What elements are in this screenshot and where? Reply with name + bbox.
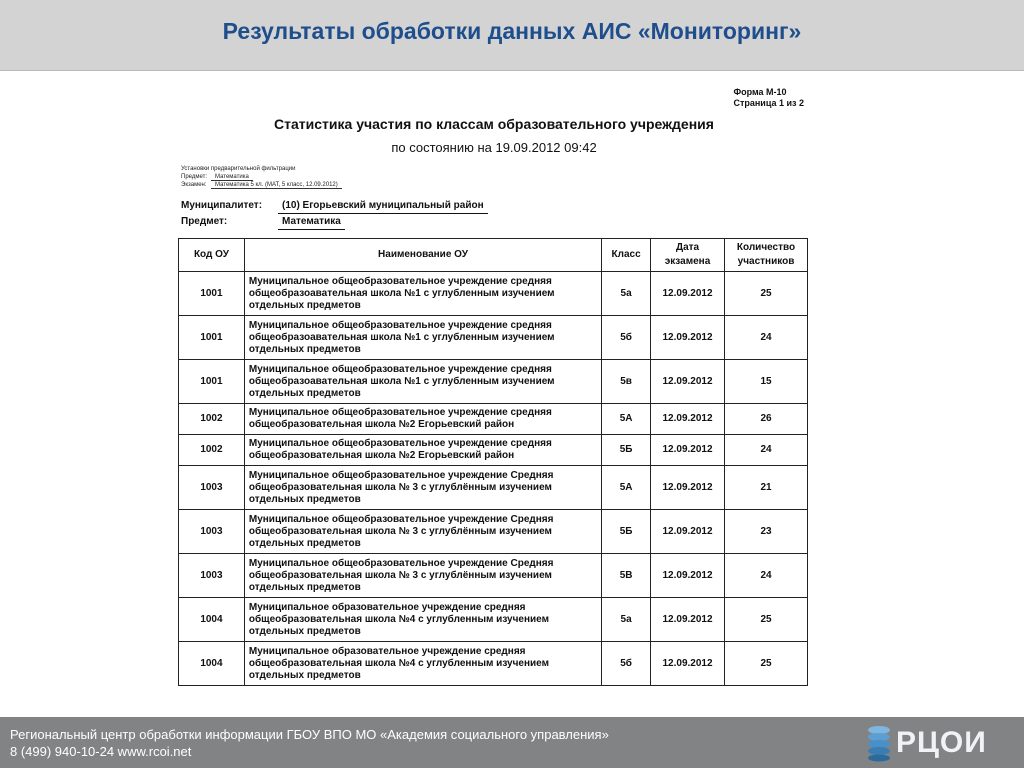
cell-count: 26 — [725, 404, 808, 435]
cell-count: 24 — [725, 554, 808, 598]
rcoi-logo — [866, 722, 1016, 762]
report-title: Статистика участия по классам образовательного учреждения — [274, 116, 714, 132]
subject-row — [181, 214, 488, 230]
filter-subject-row — [181, 173, 342, 181]
cell-count: 23 — [725, 510, 808, 554]
cell-class: 5а — [602, 272, 651, 316]
header-name: Наименование ОУ — [244, 239, 601, 272]
cell-name: Муниципальное общеобразовательное учреждение средняя общеобразоавательная школа №1 с углубленным изучением отдельных предметов — [244, 360, 601, 404]
cell-name: Муниципальное общеобразовательное учреждение средняя общеобразоавательная школа №1 с углубленным изучением отдельных предметов — [244, 316, 601, 360]
cell-class: 5Б — [602, 435, 651, 466]
filter-subject-label: Предмет: — [181, 174, 208, 180]
cell-date: 12.09.2012 — [651, 272, 725, 316]
cell-code: 1003 — [179, 510, 245, 554]
header-date: Дата экзамена — [651, 239, 725, 272]
slide-header — [0, 0, 1024, 71]
slide-title: Результаты обработки данных АИС «Мониторинг» — [222, 18, 802, 44]
cell-date: 12.09.2012 — [651, 554, 725, 598]
header-class: Класс — [602, 239, 651, 272]
table-row — [179, 510, 808, 554]
cell-code: 1001 — [179, 316, 245, 360]
subject-label: Предмет: — [181, 216, 228, 227]
cell-count: 25 — [725, 642, 808, 686]
municipality-block — [181, 198, 488, 230]
cell-code: 1002 — [179, 435, 245, 466]
footer-text — [10, 726, 609, 760]
cell-code: 1003 — [179, 554, 245, 598]
cell-code: 1001 — [179, 272, 245, 316]
cell-class: 5А — [602, 404, 651, 435]
cell-count: 24 — [725, 435, 808, 466]
cell-code: 1001 — [179, 360, 245, 404]
cell-code: 1004 — [179, 642, 245, 686]
filter-heading: Установки предварительной фильтрации — [181, 166, 296, 172]
cell-name: Муниципальное образовательное учреждение средняя общеобразовательная школа №4 с углубленным изучением отдельных предметов — [244, 598, 601, 642]
cell-date: 12.09.2012 — [651, 360, 725, 404]
scanned-report — [178, 84, 810, 692]
page-label: Страница 1 из 2 — [733, 98, 804, 108]
cell-date: 12.09.2012 — [651, 404, 725, 435]
cell-count: 15 — [725, 360, 808, 404]
cell-code: 1004 — [179, 598, 245, 642]
logo-text: РЦОИ — [896, 726, 987, 759]
cell-code: 1002 — [179, 404, 245, 435]
cell-class: 5а — [602, 598, 651, 642]
cell-class: 5В — [602, 554, 651, 598]
cell-date: 12.09.2012 — [651, 598, 725, 642]
filter-settings — [181, 165, 342, 189]
cell-code: 1003 — [179, 466, 245, 510]
table-row — [179, 404, 808, 435]
cell-date: 12.09.2012 — [651, 510, 725, 554]
filter-subject-value: Математика — [211, 174, 253, 181]
cell-count: 25 — [725, 598, 808, 642]
table-row — [179, 642, 808, 686]
report-subtitle: по состоянию на 19.09.2012 09:42 — [391, 140, 597, 155]
cell-date: 12.09.2012 — [651, 435, 725, 466]
cell-class: 5б — [602, 642, 651, 686]
form-meta — [733, 87, 804, 109]
filter-exam-label: Экзамен: — [181, 182, 207, 188]
municipality-value: (10) Егорьевский муниципальный район — [278, 198, 488, 214]
table-row — [179, 435, 808, 466]
cell-date: 12.09.2012 — [651, 466, 725, 510]
cell-date: 12.09.2012 — [651, 642, 725, 686]
municipality-row — [181, 198, 488, 214]
cell-name: Муниципальное общеобразовательное учреждение средняя общеобразовательная школа №2 Егорьевский район — [244, 435, 601, 466]
table-row — [179, 598, 808, 642]
participation-table — [178, 238, 808, 686]
table-row — [179, 554, 808, 598]
cell-name: Муниципальное общеобразовательное учреждение Средняя общеобразовательная школа № 3 с углублённым изучением отдельных предметов — [244, 466, 601, 510]
cell-class: 5Б — [602, 510, 651, 554]
footer-contacts: 8 (499) 940-10-24 www.rcoi.net — [10, 744, 192, 759]
cell-name: Муниципальное общеобразовательное учреждение Средняя общеобразовательная школа № 3 с углублённым изучением отдельных предметов — [244, 510, 601, 554]
subject-value: Математика — [278, 214, 345, 230]
cell-class: 5в — [602, 360, 651, 404]
cell-count: 24 — [725, 316, 808, 360]
table-row — [179, 466, 808, 510]
table-header-row — [179, 239, 808, 272]
form-label: Форма М-10 — [733, 87, 787, 97]
cell-count: 21 — [725, 466, 808, 510]
filter-exam-row — [181, 181, 342, 189]
stacked-discs-icon — [866, 722, 892, 762]
cell-name: Муниципальное общеобразовательное учреждение средняя общеобразоавательная школа №1 с углубленным изучением отдельных предметов — [244, 272, 601, 316]
table-row — [179, 272, 808, 316]
cell-name: Муниципальное общеобразовательное учреждение средняя общеобразовательная школа №2 Егорьевский район — [244, 404, 601, 435]
header-code: Код ОУ — [179, 239, 245, 272]
cell-count: 25 — [725, 272, 808, 316]
table-row — [179, 360, 808, 404]
cell-class: 5б — [602, 316, 651, 360]
slide-footer — [0, 717, 1024, 768]
table-row — [179, 316, 808, 360]
municipality-label: Муниципалитет: — [181, 200, 263, 211]
cell-date: 12.09.2012 — [651, 316, 725, 360]
header-count: Количество участников — [725, 239, 808, 272]
footer-organization: Региональный центр обработки информации ГБОУ ВПО МО «Академия социального управления» — [10, 727, 609, 742]
cell-name: Муниципальное общеобразовательное учреждение Средняя общеобразовательная школа № 3 с углублённым изучением отдельных предметов — [244, 554, 601, 598]
filter-exam-value: Математика 5 кл. (МАТ, 5 класс, 12.09.2012) — [211, 182, 342, 189]
cell-class: 5А — [602, 466, 651, 510]
cell-name: Муниципальное образовательное учреждение средняя общеобразовательная школа №4 с углубленным изучением отдельных предметов — [244, 642, 601, 686]
